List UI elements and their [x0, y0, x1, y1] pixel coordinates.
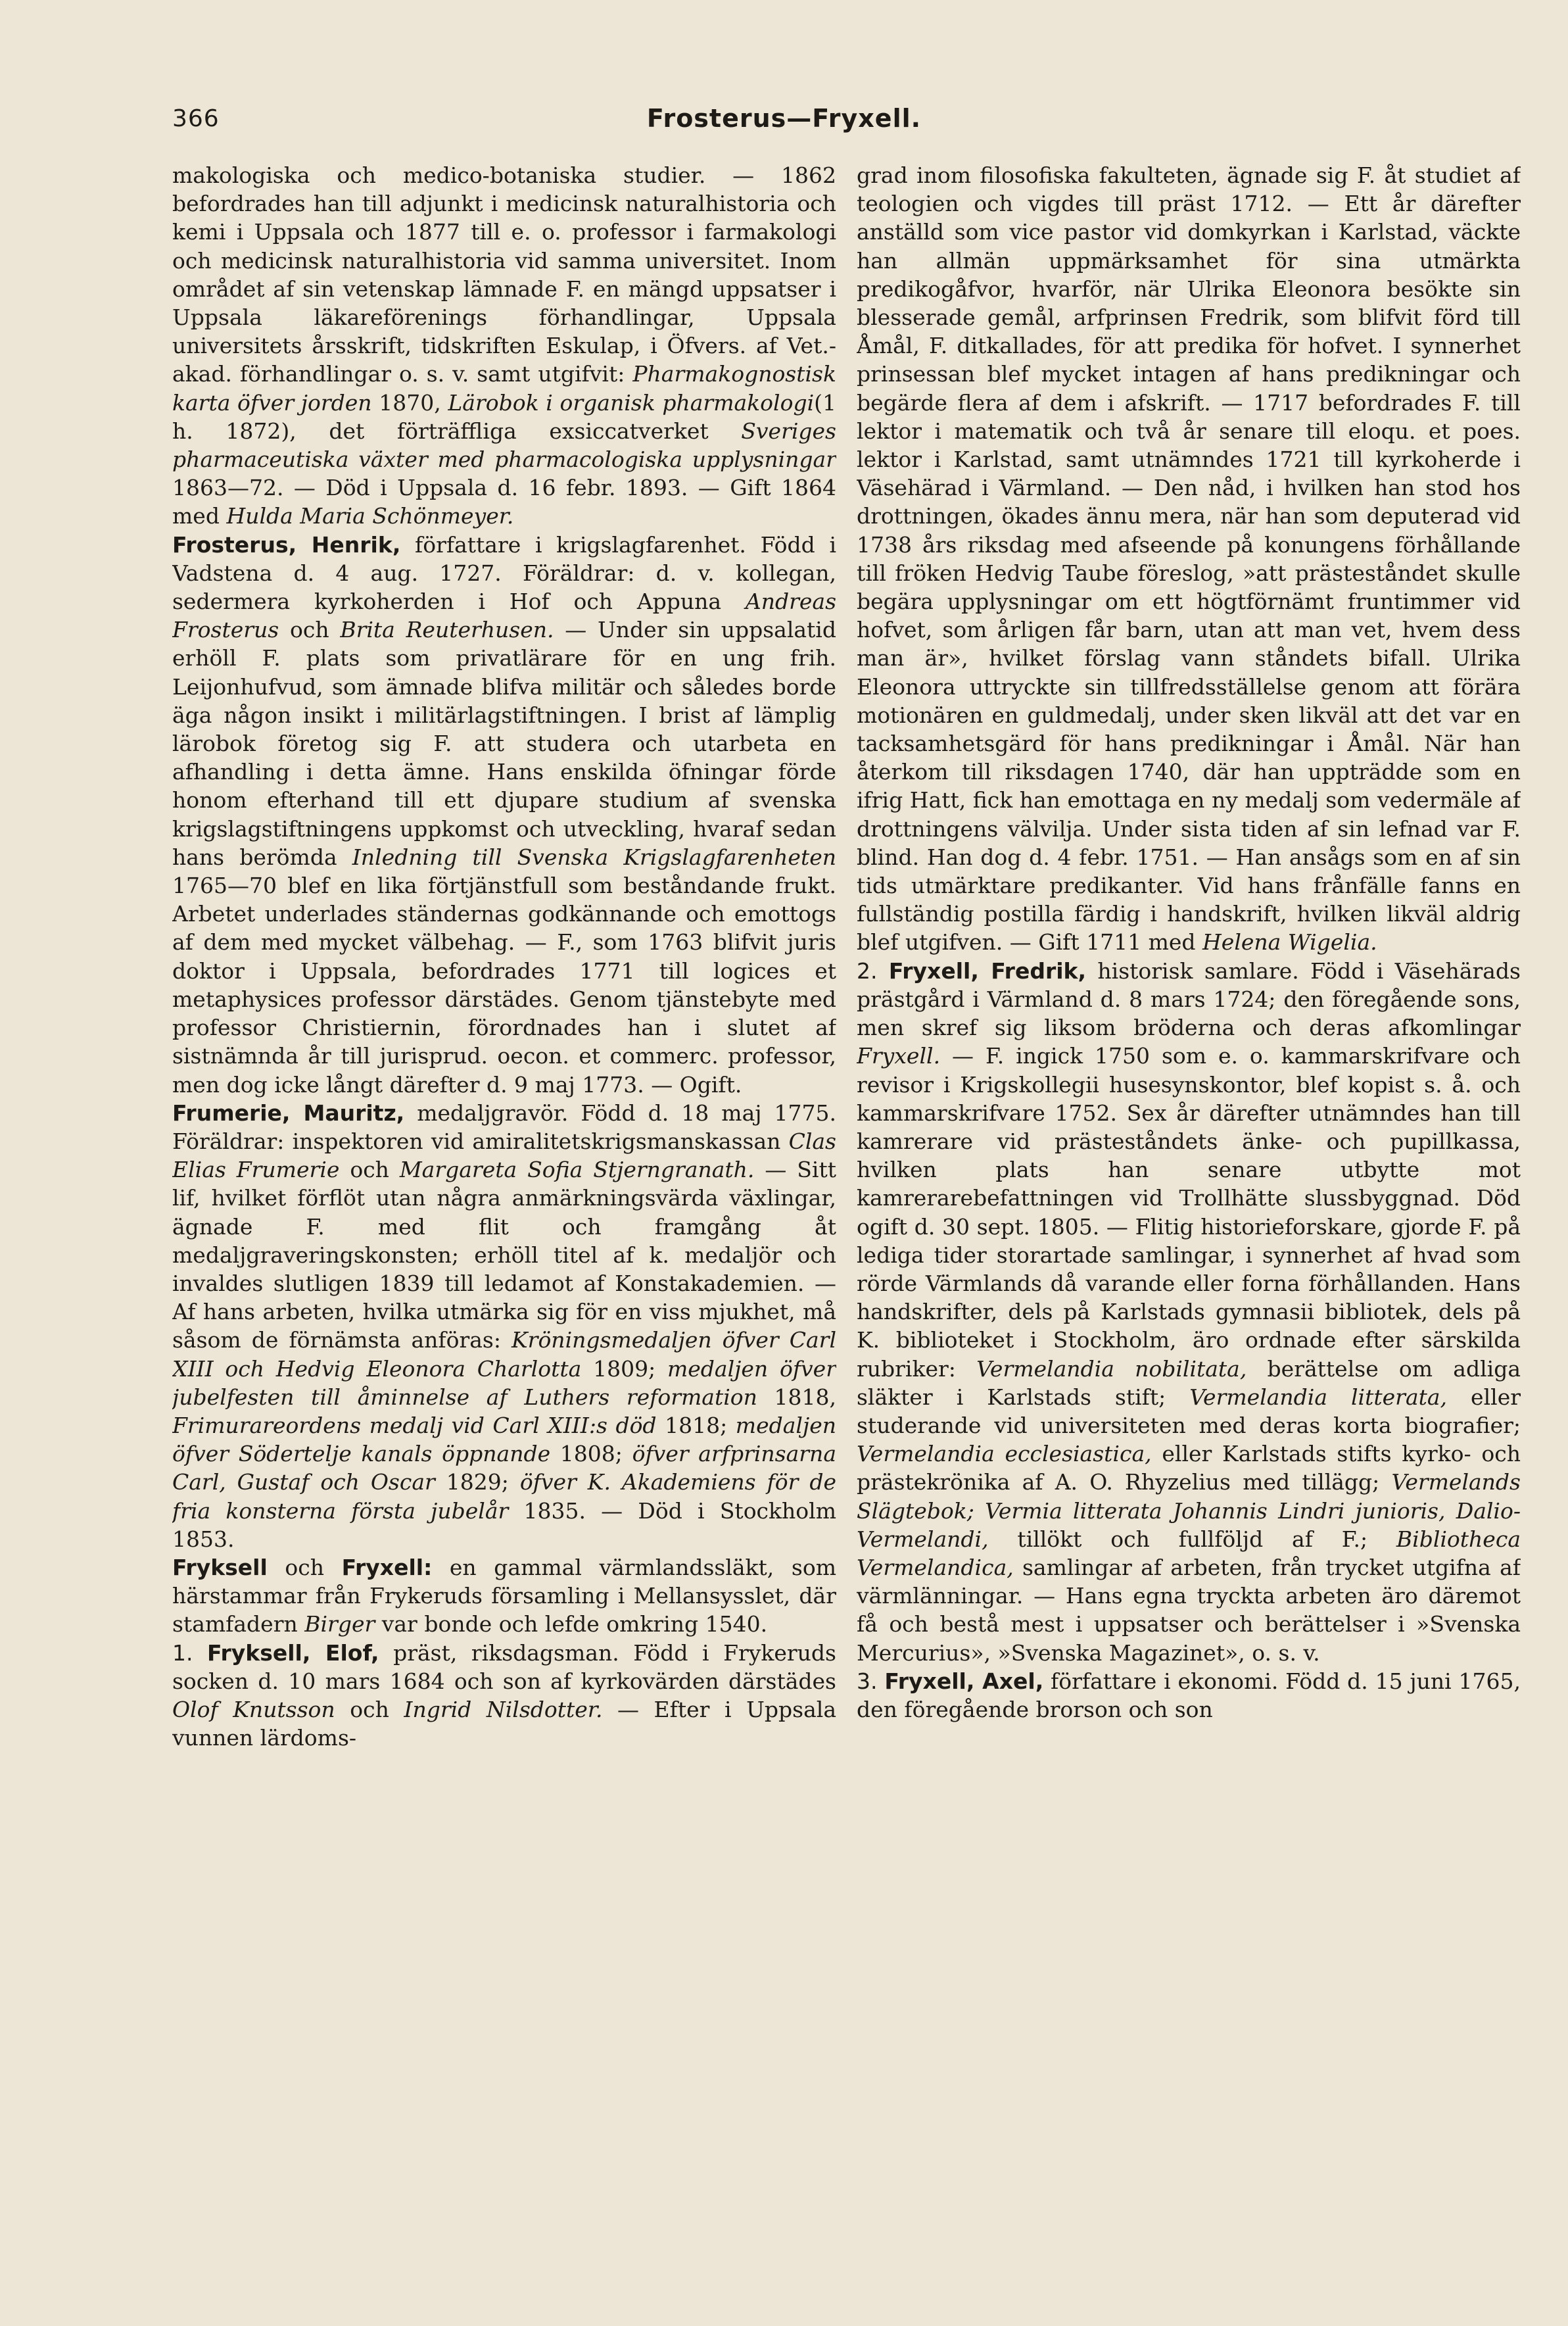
italic-title: öfver arfprinsarna Carl, Gustaf och Oscar [172, 1441, 836, 1495]
italic-title: Fryxell. [857, 1043, 941, 1069]
entry-paragraph [172, 1099, 836, 1553]
left-text-column [172, 161, 836, 2265]
body-text: 1829; [435, 1469, 520, 1495]
italic-title: Clas Elias Frumerie [172, 1128, 836, 1183]
italic-title: Vermelandia ecclesiastica, [857, 1441, 1152, 1467]
body-text: och [339, 1157, 400, 1183]
right-text-column [857, 161, 1521, 2265]
entry-headword: Frumerie, Mauritz, [172, 1100, 405, 1126]
italic-title: Pharmakognostisk karta öfver jorden [172, 361, 836, 416]
body-text: 1835. — Död i Stockholm 1853. [172, 1497, 836, 1552]
body-text: författare i ekonomi. Född d. 15 juni 1765, den föregående brorson och son [857, 1668, 1521, 1722]
entry-headword: Fryksell, Elof, [207, 1639, 379, 1666]
italic-title: Frimurareordens medalj vid Carl XIII:s död [172, 1412, 657, 1438]
body-text: 1765—70 blef en lika förtjänstfull som beståndande frukt. Arbetet underlades ständernas godkännande och emottogs af dem med mycket välbehag. — F., som 1763 blifvit juris doktor i Uppsala, befordrades 1771 till logices et metaphysices professor därstädes. Genom tjänstebyte med professor Christiernin, förordnades han i slutet af sistnämnda år till jurisprud. oecon. et commerc. professor, men dog icke långt därefter d. 9 maj 1773. — Ogift. [172, 873, 836, 1098]
body-text: präst, riksdagsman. Född i Frykeruds socken d. 10 mars 1684 och son af kyrkovärden därstädes [172, 1639, 836, 1694]
body-text: — Efter i Uppsala vunnen lärdoms- [172, 1696, 836, 1751]
entry-number: 2. [857, 957, 889, 984]
italic-title: Hulda Maria Schönmeyer. [226, 503, 514, 529]
entry-headword: Fryxell, Fredrik, [888, 957, 1087, 984]
italic-title: Vermelandia nobilitata, [976, 1355, 1247, 1382]
entry-headword: Fryxell: [341, 1554, 433, 1580]
italic-title: Vermelandia litterata, [1189, 1384, 1448, 1410]
body-text: berättelse om adliga släkter i Karlstads stift; [857, 1355, 1521, 1410]
page-number: 366 [172, 105, 220, 132]
body-text: 1863—72. — Död i Uppsala d. 16 febr. 1893. — Gift 1864 med [172, 475, 836, 529]
running-head: Frosterus—Fryxell. [646, 104, 922, 133]
entry-paragraph [172, 161, 836, 531]
italic-title: Vermelands Slägtebok; Vermia litterata Johannis Lindri junioris, Dalio-Vermelandi, [857, 1469, 1521, 1552]
body-text: 1870, [371, 389, 448, 416]
body-text: — Sitt lif, hvilket förflöt utan några anmärkningsvärda växlingar, ägnade F. med flit och framgång åt medaljgraveringskonsten; erhöll titel af k. medaljör och invaldes slutligen 1839 till ledamot af Konstakademien. — Af hans arbeten, hvilka utmärka sig för en viss mjukhet, må såsom de förnämsta anföras: [172, 1157, 836, 1353]
entry-paragraph [857, 161, 1521, 957]
body-text: och [335, 1696, 404, 1722]
italic-title: Kröningsmedaljen öfver Carl XIII och Hedvig Eleonora Charlotta [172, 1327, 836, 1382]
body-text: eller studerande vid universiteten med deras korta biografier; [857, 1384, 1521, 1438]
body-text: tillökt och fullföljd af F.; [988, 1526, 1396, 1552]
entry-number: 3. [857, 1668, 885, 1694]
italic-title: Andreas Frosterus [172, 589, 836, 643]
italic-title: Bibliotheca Vermelandica, [857, 1526, 1521, 1580]
body-text: makologiska och medico-botaniska studier. — 1862 befordrades han till adjunkt i medicinsk naturalhistoria och kemi i Uppsala och 1877 till e. o. professor i farmakologi och medicinsk naturalhistoria vid samma universitet. Inom området af sin vetenskap lämnade F. en mängd uppsatser i Uppsala läkareförenings förhandlingar, Uppsala universitets årsskrift, tidskriften Eskulap, i Öfvers. af Vet.-akad. förhandlingar o. s. v. samt utgifvit: [172, 162, 836, 387]
body-text: samlingar af arbeten, från trycket utgifna af värmlänningar. — Hans egna tryckta arbeten äro däremot få och bestå mest i uppsatser och berättelser i »Svenska Mercurius», »Svenska Magazinet», o. s. v. [857, 1554, 1521, 1666]
body-text: 1808; [550, 1441, 632, 1467]
body-text: (1 h. 1872), det förträffliga exsiccatverket [172, 389, 836, 444]
italic-title: Ingrid Nilsdotter. [404, 1696, 603, 1722]
body-text: 1818, [757, 1384, 836, 1410]
entry-paragraph [172, 531, 836, 1099]
body-text: författare i krigslagfarenhet. Född i Vadstena d. 4 aug. 1727. Föräldrar: d. v. kollegan, sedermera kyrkoherden i Hof och Appuna [172, 531, 836, 615]
body-text: — Under sin uppsalatid erhöll F. plats som privatlärare för en ung frih. Leijonhufvud, som ämnade blifva militär och således borde äga någon insikt i militärlagstiftningen. I brist af lämplig lärobok företog sig F. att studera och utarbeta en afhandling i detta ämne. Hans enskilda öfningar förde honom efterhand till ett djupare studium af svenska krigslagstiftningens uppkomst och utveckling, hvaraf sedan hans berömda [172, 617, 836, 870]
body-text: 1818; [656, 1412, 736, 1438]
body-text: eller Karlstads stifts kyrko- och prästekrönika af A. O. Rhyzelius med tillägg; [857, 1441, 1521, 1495]
italic-title: Helena Wigelia. [1202, 929, 1377, 956]
body-text: historisk samlare. Född i Väsehärads prästgård i Värmland d. 8 mars 1724; den föregående sons, men skref sig liksom bröderna och deras afkomlingar [857, 957, 1521, 1041]
italic-title: medaljen öfver jubelfesten till åminnelse af Luthers reformation [172, 1355, 836, 1410]
entry-headword: Fryxell, Axel, [884, 1668, 1044, 1694]
italic-title: Birger [304, 1611, 375, 1637]
italic-title: öfver K. Akademiens för de fria konsterna första jubelår [172, 1469, 836, 1524]
entry-number: 1. [172, 1639, 208, 1666]
entry-paragraph [857, 957, 1521, 1667]
italic-title: Sveriges pharmaceutiska växter med pharmacologiska upplysningar [172, 418, 836, 473]
italic-title: medaljen öfver Södertelje kanals öppnande [172, 1412, 836, 1467]
entry-paragraph [857, 1667, 1521, 1724]
body-text: en gammal värmlandssläkt, som härstammar från Frykeruds församling i Mellansysslet, där stamfadern [172, 1554, 836, 1637]
page-header [0, 99, 1568, 145]
body-text: och [279, 617, 341, 643]
italic-title: Lärobok i organisk pharmakologi [448, 389, 815, 416]
italic-title: Olof Knutsson [172, 1696, 335, 1722]
entry-headword: Frosterus, Henrik, [172, 531, 401, 558]
italic-title: Margareta Sofia Stjerngranath. [399, 1157, 755, 1183]
body-text: grad inom filosofiska fakulteten, ägnade sig F. åt studiet af teologien och vigdes till präst 1712. — Ett år därefter anställd som vice pastor vid domkyrkan i Karlstad, väckte han allmän uppmärksamhet för sina utmärkta predikogåfvor, hvarför, när Ulrika Eleonora besökte sin blesserade gemål, arfprinsen Fredrik, som blifvit förd till Åmål, F. ditkallades, för att predika för hofvet. I synnerhet prinsessan blef mycket intagen af hans predikningar och begärde flera af dem i afskrift. — 1717 befordrades F. till lektor i matematik och två år senare till eloqu. et poes. lektor i Karlstad, samt utnämndes 1721 till kyrkoherde i Väsehärad i Värmland. — Den nåd, i hvilken han stod hos drottningen, ökades ännu mera, när han som deputerad vid 1738 års riksdag med afseende på konungens förhållande till fröken Hedvig Taube föreslog, »att prästeståndet skulle begära upplysningar om ett högtförnämt fruntimmer vid hofvet, som årligen får barn, utan att man vet, hvem dess man är», hvilket förslag vann ståndets bifall. Ulrika Eleonora uttryckte sin tillfredsställelse genom att förära motionären en guldmedalj, under sken likväl att det var en tacksamhetsgärd för hans predikningar i Åmål. När han återkom till riksdagen 1740, där han uppträdde som en ifrig Hatt, fick han emottaga en ny medalj som vedermäle af drottningens välvilja. Under sista tiden af sin lefnad var F. blind. Han dog d. 4 febr. 1751. — Han ansågs som en af sin tids utmärktare predikanter. Vid hans frånfälle fanns en fullständig postilla färdig i handskrift, hvilken likväl aldrig blef utgifven. — Gift 1711 med [857, 162, 1521, 956]
entry-paragraph [172, 1553, 836, 1639]
body-text: — F. ingick 1750 som e. o. kammarskrifvare och revisor i Krigskollegii husesynskontor, blef kopist s. å. och kammarskrifvare 1752. Sex år därefter utnämndes han till kamrerare vid prästeståndets änke- och pupillkassa, hvilken plats han senare utbytte mot kamrerarebefattningen vid Trollhätte slussbyggnad. Död ogift d. 30 sept. 1805. — Flitig historieforskare, gjorde F. på lediga tider storartade samlingar, i synnerhet af hvad som rörde Värmlands då varande eller forna förhållanden. Hans handskrifter, dels på Karlstads gymnasii bibliotek, dels på K. biblioteket i Stockholm, äro ordnade efter särskilda rubriker: [857, 1043, 1521, 1382]
body-text: och [267, 1554, 342, 1580]
body-text: var bonde och lefde omkring 1540. [375, 1611, 768, 1637]
italic-title: Brita Reuterhusen. [340, 617, 554, 643]
body-text: medaljgravör. Född d. 18 maj 1775. Föräldrar: inspektoren vid amiralitetskrigsmanskassan [172, 1100, 836, 1154]
body-text: 1809; [581, 1355, 667, 1382]
entry-paragraph [172, 1639, 836, 1753]
entry-headword: Fryksell [172, 1554, 268, 1580]
italic-title: Inledning till Svenska Krigslagfarenheten [352, 844, 836, 870]
